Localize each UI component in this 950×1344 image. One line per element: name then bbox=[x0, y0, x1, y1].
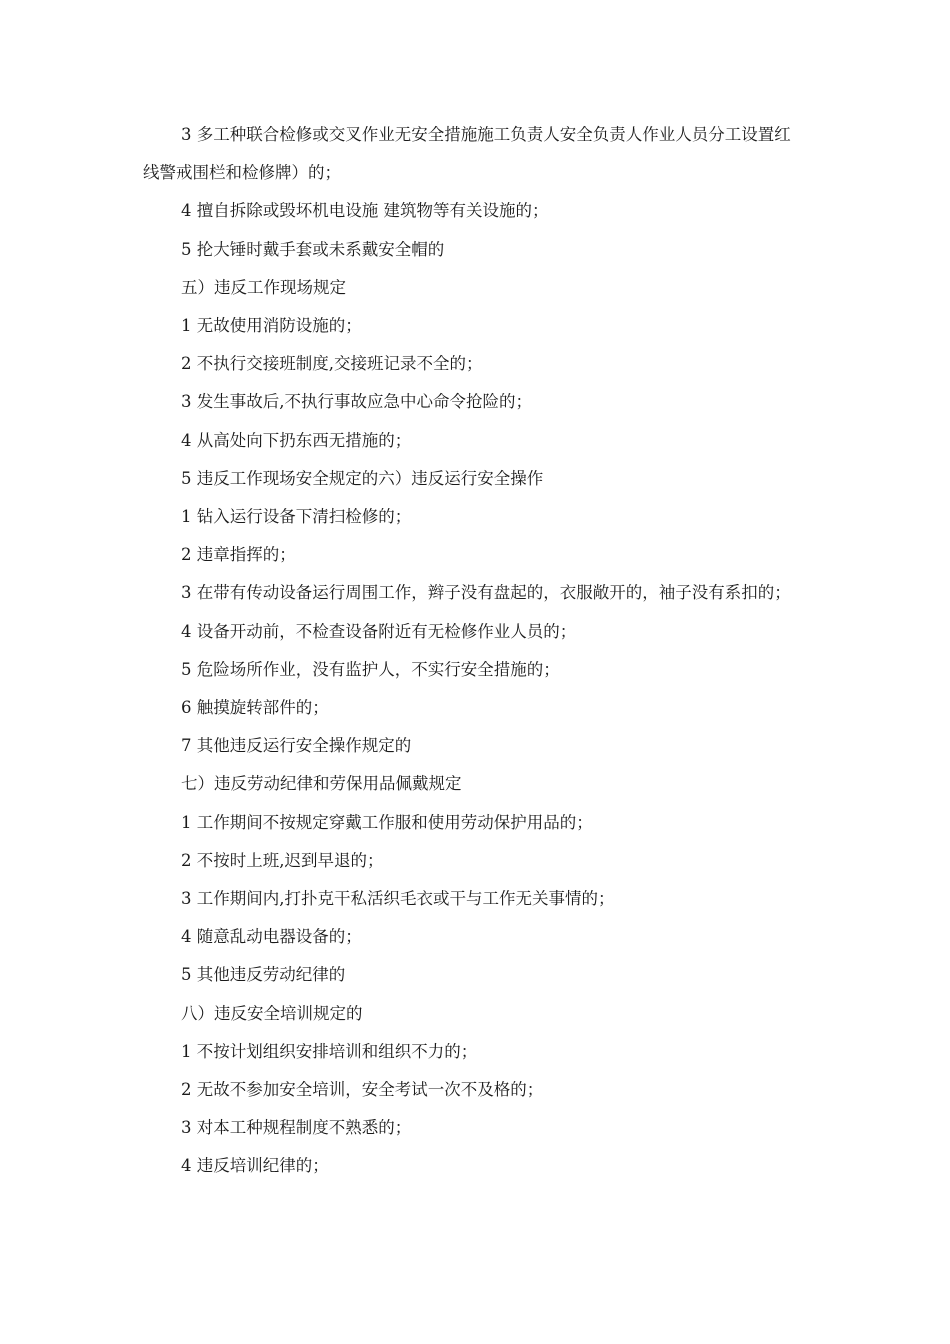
document-body bbox=[143, 116, 793, 1186]
paragraph: 7 其他违反运行安全操作规定的 bbox=[181, 736, 412, 756]
paragraph: 6 触摸旋转部件的； bbox=[181, 698, 329, 718]
paragraph: 4 擅自拆除或毁坏机电设施 建筑物等有关设施的； bbox=[181, 201, 549, 221]
paragraph: 4 从高处向下扔东西无措施的； bbox=[181, 430, 412, 450]
section-heading: 七）违反劳动纪律和劳保用品佩戴规定 bbox=[181, 774, 462, 794]
paragraph: 2 不执行交接班制度,交接班记录不全的； bbox=[181, 354, 483, 374]
paragraph: 4 设备开动前，不检查设备附近有无检修作业人员的； bbox=[181, 621, 577, 641]
paragraph: 5 危险场所作业，没有监护人，不实行安全措施的； bbox=[181, 659, 560, 679]
paragraph: 4 违反培训纪律的； bbox=[181, 1156, 329, 1176]
paragraph: 1 钻入运行设备下清扫检修的； bbox=[181, 507, 412, 527]
paragraph: 1 不按计划组织安排培训和组织不力的； bbox=[181, 1041, 478, 1061]
section-heading: 五）违反工作现场规定 bbox=[181, 277, 346, 297]
paragraph: 1 无故使用消防设施的； bbox=[181, 316, 362, 336]
paragraph: 2 违章指挥的； bbox=[181, 545, 296, 565]
paragraph: 3 对本工种规程制度不熟悉的； bbox=[181, 1118, 412, 1138]
paragraph: 3 工作期间内,打扑克干私活织毛衣或干与工作无关事情的； bbox=[181, 889, 615, 909]
paragraph: 2 不按时上班,迟到早退的； bbox=[181, 850, 384, 870]
section-heading: 八）违反安全培训规定的 bbox=[181, 1003, 363, 1023]
paragraph: 3 多工种联合检修或交叉作业无安全措施施工负责人安全负责人作业人员分工设置红线警戒围栏和检修牌）的； bbox=[143, 125, 791, 183]
paragraph: 3 在带有传动设备运行周围工作，辫子没有盘起的，衣服敞开的，袖子没有系扣的； bbox=[181, 583, 791, 603]
paragraph: 5 抡大锤时戴手套或未系戴安全帽的 bbox=[181, 239, 445, 259]
paragraph: 4 随意乱动电器设备的； bbox=[181, 927, 362, 947]
paragraph: 5 其他违反劳动纪律的 bbox=[181, 965, 346, 985]
paragraph: 1 工作期间不按规定穿戴工作服和使用劳动保护用品的； bbox=[181, 812, 593, 832]
paragraph: 3 发生事故后,不执行事故应急中心命令抢险的； bbox=[181, 392, 532, 412]
paragraph: 5 违反工作现场安全规定的六）违反运行安全操作 bbox=[181, 468, 544, 488]
paragraph: 2 无故不参加安全培训，安全考试一次不及格的； bbox=[181, 1080, 544, 1100]
